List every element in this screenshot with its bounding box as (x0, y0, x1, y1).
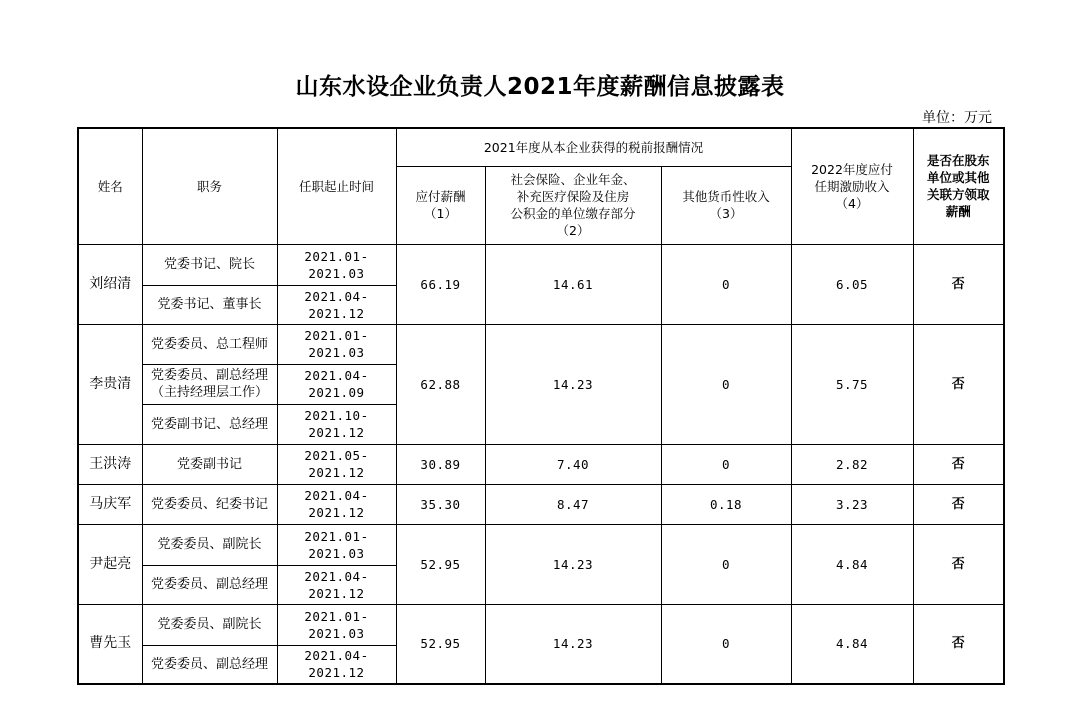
term-cell: 2021.05-2021.12 (277, 444, 396, 484)
table-row (78, 244, 1004, 285)
affiliate-cell: 否 (913, 524, 1004, 604)
position-cell (142, 645, 277, 684)
header-salary: 应付薪酬 （1） (396, 166, 485, 244)
position-line: 党委委员、副总经理 (150, 656, 268, 672)
salary-cell: 35.30 (396, 484, 485, 524)
affiliate-cell: 否 (913, 244, 1004, 324)
position-line: 党委委员、副总经理 (150, 577, 268, 592)
position-cell (142, 604, 277, 645)
position-cell (142, 285, 277, 324)
page-title: 山东水设企业负责人2021年度薪酬信息披露表 (295, 74, 785, 100)
other-income-cell: 0 (661, 244, 791, 324)
position-cell (142, 444, 277, 484)
person-name: 刘绍清 (78, 244, 142, 324)
position-line: 党委委员、总工程师 (150, 336, 268, 352)
salary-cell: 52.95 (396, 604, 485, 684)
person-name: 李贵清 (78, 324, 142, 444)
term-cell: 2021.04-2021.12 (277, 565, 396, 604)
incentive-cell: 5.75 (791, 324, 913, 444)
position-cell (142, 364, 277, 404)
salary-table (77, 127, 1005, 685)
person-name: 尹起亮 (78, 524, 142, 604)
table-row (78, 484, 1004, 524)
term-cell: 2021.01-2021.03 (277, 244, 396, 285)
position-line: （主持经理层工作） (150, 385, 268, 400)
position-line: 党委委员、副院长 (157, 537, 262, 552)
position-cell (142, 404, 277, 444)
position-cell (142, 484, 277, 524)
other-income-cell: 0 (661, 524, 791, 604)
position-cell (142, 524, 277, 565)
salary-cell: 66.19 (396, 244, 485, 324)
header-position: 职务 (142, 128, 277, 244)
term-cell: 2021.01-2021.03 (277, 604, 396, 645)
position-line: 党委书记、董事长 (157, 297, 262, 312)
table-body (78, 244, 1004, 684)
header-group: 2021年度从本企业获得的税前报酬情况 (396, 128, 791, 166)
affiliate-cell: 否 (913, 444, 1004, 484)
position-line: 党委委员、副总经理 (150, 368, 268, 383)
salary-cell: 52.95 (396, 524, 485, 604)
affiliate-cell: 否 (913, 604, 1004, 684)
term-cell: 2021.04-2021.09 (277, 364, 396, 404)
incentive-cell: 4.84 (791, 604, 913, 684)
insurance-cell: 14.23 (485, 324, 661, 444)
unit-label: 单位：万元 (922, 110, 992, 126)
header-affiliate: 是否在股东 单位或其他 关联方领取 薪酬 (913, 128, 1004, 244)
position-cell (142, 324, 277, 364)
incentive-cell: 2.82 (791, 444, 913, 484)
position-cell (142, 244, 277, 285)
person-name: 王洪涛 (78, 444, 142, 484)
other-income-cell: 0.18 (661, 484, 791, 524)
other-income-cell: 0 (661, 324, 791, 444)
header-other: 其他货币性收入 （3） (661, 166, 791, 244)
table-row (78, 604, 1004, 645)
header-incentive: 2022年度应付 任期激励收入 （4） (791, 128, 913, 244)
position-line: 党委委员、副院长 (157, 617, 262, 632)
position-line: 党委副书记 (176, 456, 242, 472)
incentive-cell: 3.23 (791, 484, 913, 524)
position-cell (142, 565, 277, 604)
header-name: 姓名 (78, 128, 142, 244)
insurance-cell: 8.47 (485, 484, 661, 524)
position-line: 党委委员、纪委书记 (150, 496, 268, 512)
term-cell: 2021.04-2021.12 (277, 484, 396, 524)
header-insurance: 社会保险、企业年金、 补充医疗保险及住房 公积金的单位缴存部分 （2） (485, 166, 661, 244)
term-cell: 2021.01-2021.03 (277, 524, 396, 565)
table-row (78, 324, 1004, 364)
insurance-cell: 14.23 (485, 604, 661, 684)
table-row (78, 524, 1004, 565)
salary-cell: 62.88 (396, 324, 485, 444)
other-income-cell: 0 (661, 604, 791, 684)
term-cell: 2021.04-2021.12 (277, 645, 396, 684)
insurance-cell: 14.61 (485, 244, 661, 324)
term-cell: 2021.10-2021.12 (277, 404, 396, 444)
position-line: 党委副书记、总经理 (150, 416, 268, 432)
insurance-cell: 14.23 (485, 524, 661, 604)
person-name: 曹先玉 (78, 604, 142, 684)
person-name: 马庆军 (78, 484, 142, 524)
incentive-cell: 6.05 (791, 244, 913, 324)
insurance-cell: 7.40 (485, 444, 661, 484)
other-income-cell: 0 (661, 444, 791, 484)
position-line: 党委书记、院长 (163, 257, 255, 272)
term-cell: 2021.01-2021.03 (277, 324, 396, 364)
incentive-cell: 4.84 (791, 524, 913, 604)
header-term: 任职起止时间 (277, 128, 396, 244)
salary-cell: 30.89 (396, 444, 485, 484)
table-row (78, 444, 1004, 484)
affiliate-cell: 否 (913, 484, 1004, 524)
term-cell: 2021.04-2021.12 (277, 285, 396, 324)
affiliate-cell: 否 (913, 324, 1004, 444)
